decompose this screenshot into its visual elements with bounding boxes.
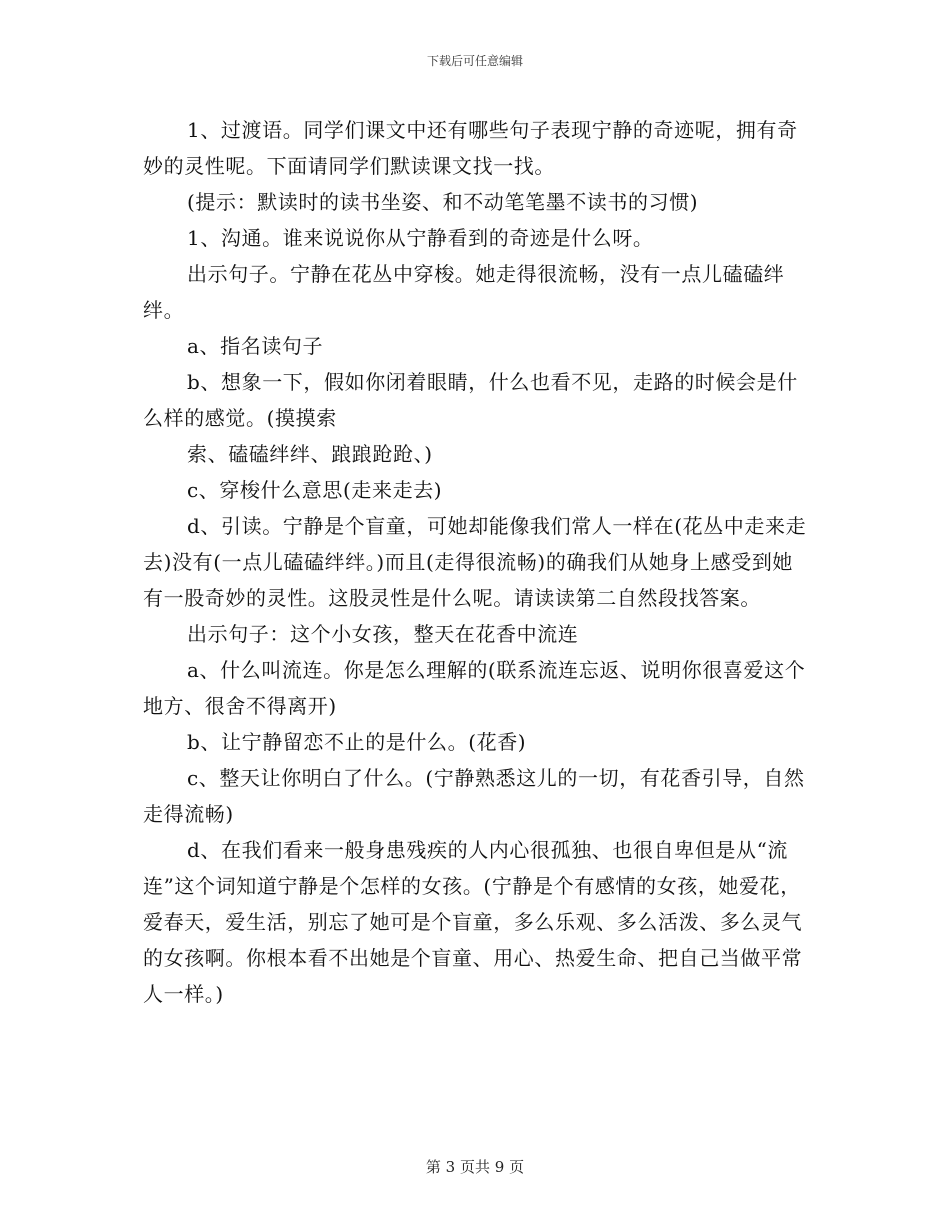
page-footer: 第 3 页共 9 页 bbox=[425, 1158, 525, 1176]
paragraph: (提示：默读时的读书坐姿、和不动笔笔墨不读书的习惯) bbox=[187, 190, 699, 214]
paragraph: b、让宁静留恋不止的是什么。(花香) bbox=[187, 730, 527, 754]
paragraph: a、指名读句子 bbox=[187, 334, 324, 358]
paragraph: 出示句子：这个小女孩，整天在花香中流连 bbox=[187, 622, 579, 646]
paragraph: c、整天让你明白了什么。(宁静熟悉这儿的一切，有花香引导，自然走得流畅) bbox=[143, 766, 805, 826]
paragraph: b、想象一下，假如你闭着眼睛，什么也看不见，走路的时候会是什么样的感觉。(摸摸索 bbox=[143, 370, 798, 430]
paragraph: 索、磕磕绊绊、踉踉跄跄、) bbox=[187, 442, 433, 466]
paragraph: 出示句子。宁静在花丛中穿梭。她走得很流畅，没有一点儿磕磕绊绊。 bbox=[143, 262, 785, 322]
paragraph: c、穿梭什么意思(走来走去) bbox=[187, 478, 443, 502]
paragraph: a、什么叫流连。你是怎么理解的(联系流连忘返、说明你很喜爱这个地方、很舍不得离开) bbox=[143, 658, 806, 718]
paragraph: d、在我们看来一般身患残疾的人内心很孤独、也很自卑但是从“流连”这个词知道宁静是个怎样的女孩。(宁静是个有感情的女孩，她爱花，爱春天，爱生活，别忘了她可是个盲童，多么乐观、多么活泼、多么灵气的女孩啊。你根本看不出她是个盲童、用心、热爱生命、把自己当做平常人一样。) bbox=[143, 838, 803, 1006]
paragraph: 1、沟通。谁来说说你从宁静看到的奇迹是什么呀。 bbox=[187, 226, 654, 250]
document-body bbox=[143, 112, 811, 1012]
paragraph: d、引读。宁静是个盲童，可她却能像我们常人一样在(花丛中走来走去)没有(一点儿磕磕绊绊。)而且(走得很流畅)的确我们从她身上感受到她有一股奇妙的灵性。这股灵性是什么呢。请读读第二自然段找答案。 bbox=[143, 514, 807, 610]
paragraph: 1、过渡语。同学们课文中还有哪些句子表现宁静的奇迹呢，拥有奇妙的灵性呢。下面请同学们默读课文找一找。 bbox=[143, 118, 798, 178]
page-header: 下载后可任意编辑 bbox=[426, 54, 523, 68]
